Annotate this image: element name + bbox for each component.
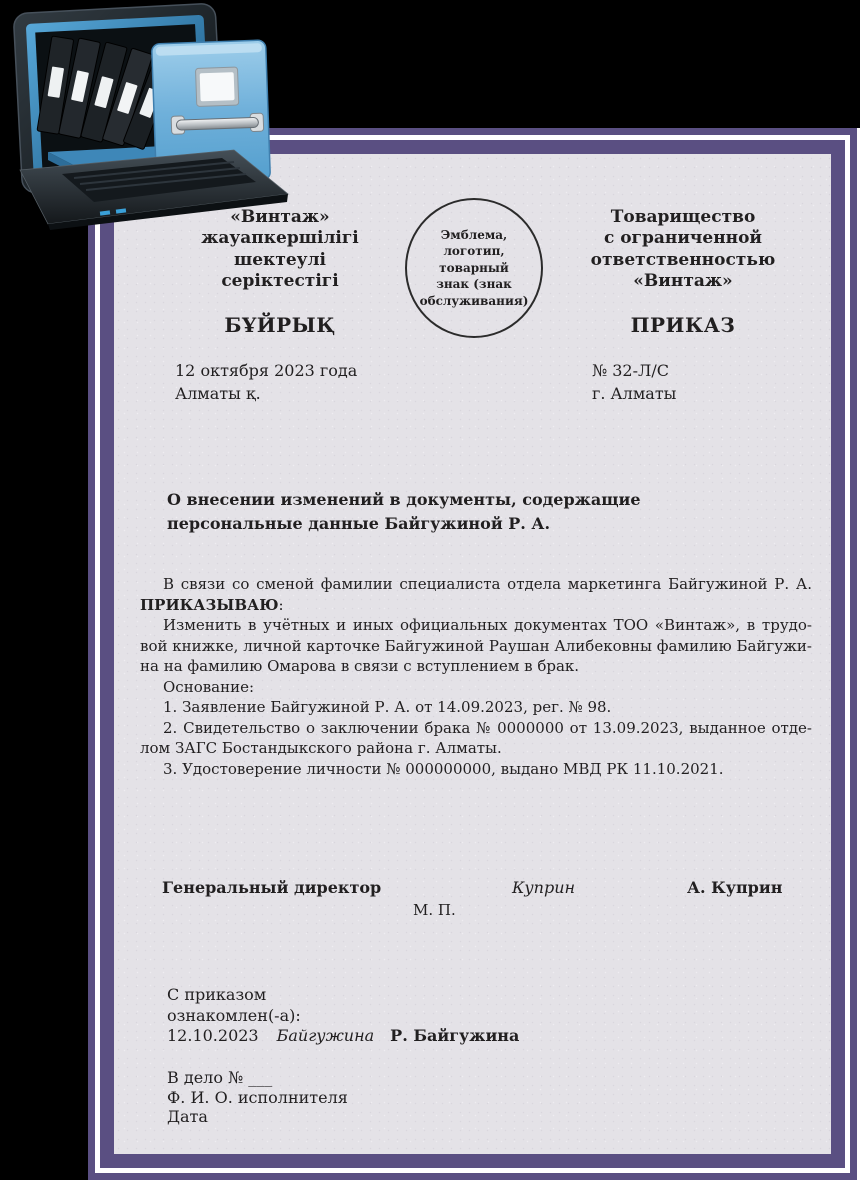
laptop-archive-illustration	[4, 2, 296, 230]
acknowledgment-block	[167, 985, 519, 1047]
order-date: 12 октября 2023 года	[175, 361, 358, 380]
filing-footer	[167, 1068, 348, 1127]
doc-type-kk: БҰЙРЫҚ	[224, 313, 336, 337]
ack-signature-line	[167, 1026, 519, 1047]
ack-date: 12.10.2023	[167, 1026, 259, 1045]
org-name-ru-line: с ограниченной	[603, 228, 763, 249]
org-name-kk-line: шектеулі	[233, 249, 327, 270]
signer-name: А. Куприн	[687, 878, 783, 897]
body-line: на на фамилию Омарова в связи с вступлением в брак.	[140, 657, 580, 675]
body-line: лом ЗАГС Бостандыкского района г. Алматы.	[140, 739, 502, 757]
org-name-ru-line: «Винтаж»	[633, 271, 733, 292]
order-place-kk: Алматы қ.	[175, 383, 261, 403]
page-frame-purple	[100, 140, 845, 1168]
org-name-kk-line: серіктестігі	[221, 271, 339, 292]
ack-name: Р. Байгужина	[390, 1026, 520, 1045]
signature-row	[114, 878, 831, 900]
emblem-text-line: логотип,	[443, 244, 505, 259]
ack-line: ознакомлен(-а):	[167, 1005, 301, 1025]
ack-autograph: Байгужина	[276, 1026, 375, 1045]
case-number-line: В дело № ___	[167, 1068, 273, 1087]
order-place-ru: г. Алматы	[592, 383, 677, 403]
page-frame-white	[95, 135, 850, 1173]
order-verb: ПРИКАЗЫВАЮ	[140, 595, 279, 614]
ack-line: С приказом	[167, 985, 267, 1004]
body-line: 2. Свидетельство о заключении брака № 0000000 от 13.09.2023, выданное отде-	[163, 718, 812, 737]
subject-line: О внесении изменений в документы, содержащие	[167, 490, 641, 509]
signer-title: Генеральный директор	[162, 878, 382, 897]
org-name-ru-line: Товарищество	[610, 207, 756, 227]
signer-autograph: Куприн	[512, 878, 576, 897]
org-name-ru-line: ответственностью	[590, 249, 776, 270]
subject-line: персональные данные Байгужиной Р. А.	[167, 514, 551, 533]
date-label: Дата	[167, 1107, 208, 1126]
order-number: № 32-Л/С	[592, 361, 669, 380]
body-line-order	[140, 595, 812, 616]
order-body	[140, 574, 812, 779]
body-line: вой книжке, личной карточке Байгужиной Раушан Алибековны фамилию Байгужи-	[140, 636, 812, 655]
emblem-placeholder-circle	[405, 198, 543, 338]
org-name-kk-line: «Винтаж»	[230, 207, 330, 227]
emblem-text-line: Эмблема,	[440, 227, 508, 242]
body-line: Основание:	[163, 677, 255, 696]
org-name-kk-line: жауапкершілігі	[201, 228, 359, 249]
emblem-text-line: товарный	[439, 260, 509, 275]
date-place-block	[175, 360, 357, 405]
body-line: 1. Заявление Байгужиной Р. А. от 14.09.2023, рег. № 98.	[163, 698, 612, 716]
executor-line: Ф. И. О. исполнителя	[167, 1087, 348, 1107]
doc-type-ru: ПРИКАЗ	[630, 313, 736, 337]
body-line: В связи со сменой фамилии специалиста отдела маркетинга Байгужиной Р. А.	[163, 575, 812, 593]
seal-placeholder: М. П.	[413, 901, 456, 919]
order-paper	[114, 154, 831, 1154]
org-name-ru	[583, 207, 783, 293]
body-line: 3. Удостоверение личности № 000000000, выдано МВД РК 11.10.2021.	[163, 759, 724, 778]
number-place-block	[592, 360, 676, 405]
order-document-page	[88, 128, 857, 1180]
emblem-text-line: знак (знак	[436, 277, 512, 292]
order-verb-colon: :	[278, 595, 284, 614]
body-line: Изменить в учётных и иных официальных документах ТОО «Винтаж», в трудо-	[163, 616, 812, 634]
emblem-text-line: обслуживания)	[419, 293, 529, 308]
order-subject	[167, 488, 641, 536]
